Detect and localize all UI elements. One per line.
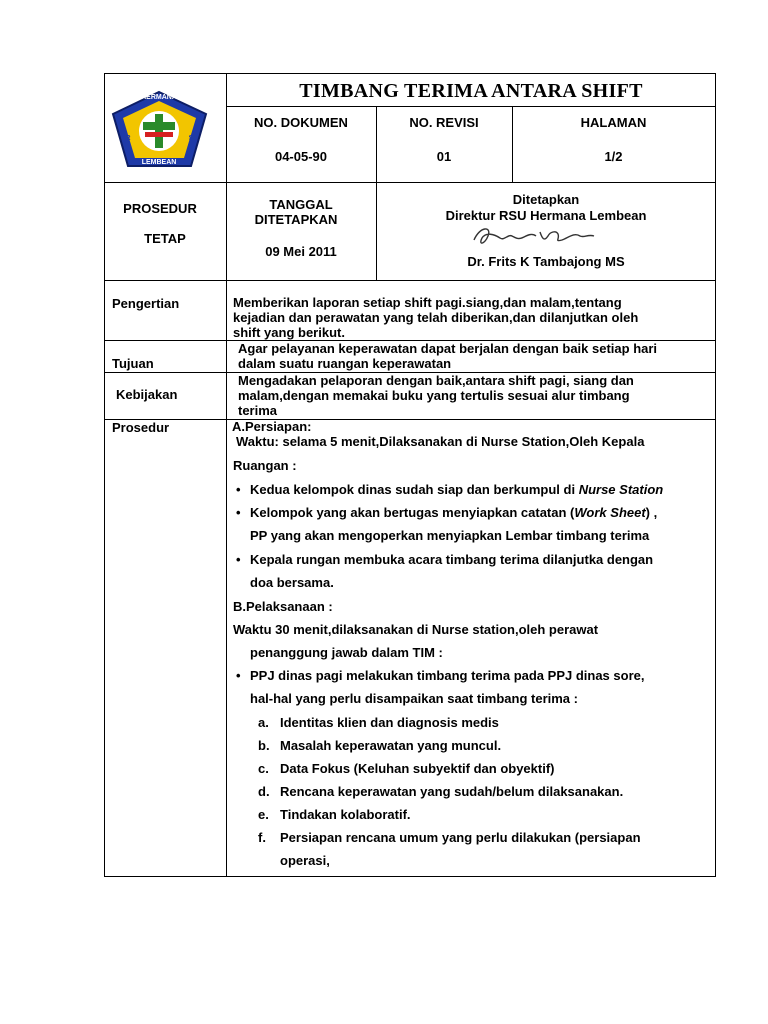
list-item xyxy=(232,715,714,738)
bullet2-italic: Work Sheet xyxy=(574,505,646,520)
list-item xyxy=(232,784,714,807)
bullet2-post: ) , xyxy=(645,505,658,520)
item-marker: f. xyxy=(258,830,266,845)
set-by-line2: Direktur RSU Hermana Lembean xyxy=(445,208,647,223)
date-label-line2: DITETAPKAN xyxy=(254,212,338,227)
persiapan-line2: Ruangan : xyxy=(233,458,297,473)
list-item xyxy=(232,505,714,552)
column-divider-main xyxy=(226,73,227,877)
bullet3-line1: • Kepala rungan membuka acara timbang terima dilanjutka dengan xyxy=(250,552,654,567)
prosedur-label: Prosedur xyxy=(112,420,170,435)
list-item xyxy=(232,552,714,599)
hospital-logo xyxy=(107,88,212,173)
pengertian-line2: kejadian dan perawatan yang telah diberikan,dan dilanjutkan oleh xyxy=(233,310,639,325)
list-item xyxy=(232,482,714,505)
kebijakan-bottom-line xyxy=(104,419,716,420)
bullet2-text: Kelompok yang akan bertugas menyiapkan catatan ( xyxy=(250,505,575,520)
logo-letter-right: S xyxy=(188,135,194,142)
set-by-line1: Ditetapkan xyxy=(512,192,580,207)
kebijakan-line2: malam,dengan memakai buku yang tertulis sesuai alur timbang xyxy=(238,388,630,403)
pelaksanaan-heading: B.Pelaksanaan : xyxy=(233,599,333,614)
item-marker: b. xyxy=(258,738,270,753)
persiapan-line1: Waktu: selama 5 menit,Dilaksanakan di Nurse Station,Oleh Kepala xyxy=(236,434,645,449)
doc-number-label: NO. DOKUMEN xyxy=(254,115,348,130)
procedure-label-line1: PROSEDUR xyxy=(123,201,197,216)
logo-text-bottom: LEMBEAN xyxy=(141,159,177,166)
bullet3-line2: doa bersama. xyxy=(250,575,334,590)
bullet2-line2: PP yang akan mengoperkan menyiapkan Lembar timbang terima xyxy=(250,528,650,543)
page-label: HALAMAN xyxy=(580,115,647,130)
bullet4-line1: • PPJ dinas pagi melakukan timbang terima pada PPJ dinas sore, xyxy=(250,668,645,683)
item-text: Persiapan rencana umum yang perlu dilakukan (persiapan xyxy=(280,830,641,845)
date-label-line1: TANGGAL xyxy=(269,197,333,212)
page-value: 1/2 xyxy=(604,149,623,164)
bullet4-line2: hal-hal yang perlu disampaikan saat timbang terima : xyxy=(250,691,578,706)
tujuan-line1: Agar pelayanan keperawatan dapat berjalan dengan baik setiap hari xyxy=(238,341,658,356)
item-marker: e. xyxy=(258,807,269,822)
tujuan-line2: dalam suatu ruangan keperawatan xyxy=(238,356,452,371)
item-f-line2: operasi, xyxy=(280,853,330,868)
list-item xyxy=(232,807,714,830)
procedure-bottom-line xyxy=(104,280,716,281)
pengertian-line3: shift yang berikut. xyxy=(233,325,345,340)
item-marker: d. xyxy=(258,784,270,799)
doc-number-value: 04-05-90 xyxy=(274,149,328,164)
item-text: Masalah keperawatan yang muncul. xyxy=(280,738,502,753)
item-text: Identitas klien dan diagnosis medis xyxy=(280,715,499,730)
logo-text-top: HERMANA xyxy=(141,94,177,101)
pelaksanaan-line2: penanggung jawab dalam TIM : xyxy=(250,645,443,660)
bullet1-italic: Nurse Station xyxy=(578,482,664,497)
signature-image xyxy=(470,224,600,250)
kebijakan-label: Kebijakan xyxy=(116,387,178,402)
document-title: TIMBANG TERIMA ANTARA SHIFT xyxy=(299,80,643,102)
item-marker: c. xyxy=(258,761,269,776)
list-item xyxy=(232,738,714,761)
border-top xyxy=(104,73,716,74)
pengertian-label: Pengertian xyxy=(112,296,180,311)
header-bottom-line xyxy=(104,182,716,183)
bullet1-text: Kedua kelompok dinas sudah siap dan berkumpul di xyxy=(250,482,579,497)
list-item xyxy=(232,668,714,715)
kebijakan-line3: terima xyxy=(238,403,278,418)
pelaksanaan-bullet-list xyxy=(232,668,714,715)
border-bottom xyxy=(104,876,716,877)
list-item xyxy=(232,761,714,784)
item-marker: a. xyxy=(258,715,269,730)
revision-value: 01 xyxy=(436,149,452,164)
title-divider xyxy=(226,106,716,107)
signer-name: Dr. Frits K Tambajong MS xyxy=(467,254,625,269)
border-left xyxy=(104,73,105,877)
logo-letter-left: R xyxy=(125,135,131,142)
item-text: Data Fokus (Keluhan subyektif dan obyektif) xyxy=(280,761,555,776)
item-text: Tindakan kolaboratif. xyxy=(280,807,411,822)
persiapan-heading: A.Persiapan: xyxy=(232,419,312,434)
date-value: 09 Mei 2011 xyxy=(265,244,337,259)
handover-items-list xyxy=(232,715,714,853)
pengertian-line1: Memberikan laporan setiap shift pagi.siang,dan malam,tentang xyxy=(233,295,622,310)
item-text: Rencana keperawatan yang sudah/belum dilaksanakan. xyxy=(280,784,624,799)
list-item xyxy=(232,830,714,853)
procedure-label-line2: TETAP xyxy=(144,231,186,246)
tujuan-label: Tujuan xyxy=(112,356,154,371)
pelaksanaan-line1: Waktu 30 menit,dilaksanakan di Nurse station,oleh perawat xyxy=(233,622,599,637)
revision-label: NO. REVISI xyxy=(409,115,479,130)
persiapan-bullet-list xyxy=(232,482,714,599)
kebijakan-line1: Mengadakan pelaporan dengan baik,antara shift pagi, siang dan xyxy=(238,373,634,388)
